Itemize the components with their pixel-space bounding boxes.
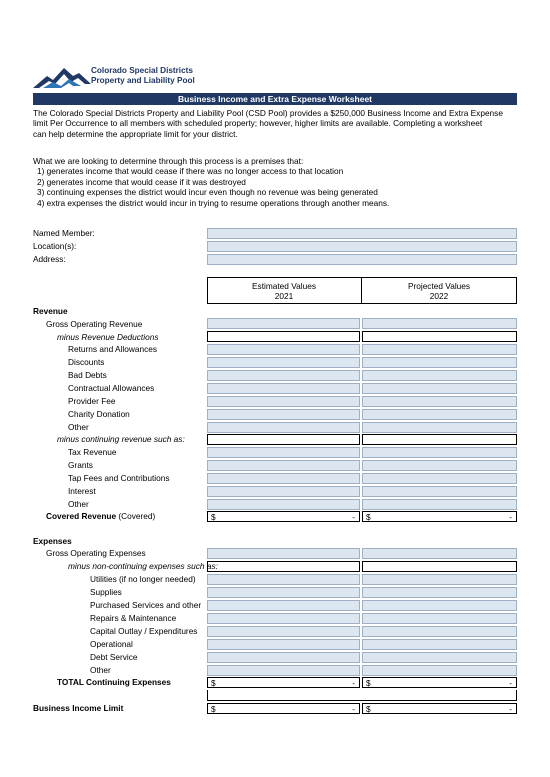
covered-revenue-title: Covered Revenue (46, 511, 117, 521)
gross-operating-revenue-estimated[interactable] (207, 318, 360, 329)
deduction-estimated[interactable] (207, 344, 360, 355)
gross-operating-expenses-estimated[interactable] (207, 548, 360, 559)
deduction-projected[interactable] (362, 344, 517, 355)
expense-estimated[interactable] (207, 626, 360, 637)
determine-item: 2) generates income that would cease if it was destroyed (37, 176, 246, 187)
deduction-label: Contractual Allowances (68, 383, 155, 393)
projected-values-header (361, 281, 517, 301)
deduction-label: Provider Fee (68, 396, 116, 406)
noncontinuing-spacer-estimated (207, 561, 360, 572)
continuing-revenue-estimated[interactable] (207, 447, 360, 458)
continuing-revenue-estimated[interactable] (207, 460, 360, 471)
mountain-logo-icon (33, 64, 95, 90)
deduction-label: Returns and Allowances (68, 344, 158, 354)
gross-operating-revenue-projected[interactable] (362, 318, 517, 329)
continuing-spacer-estimated (207, 434, 360, 445)
business-income-limit-label: Business Income Limit (33, 703, 124, 713)
currency-symbol: $ (366, 678, 371, 688)
currency-dash: - (352, 678, 355, 688)
noncontinuing-spacer-projected (362, 561, 517, 572)
covered-revenue-suffix: (Covered) (116, 511, 156, 521)
minus-continuing-revenue-label: minus continuing revenue such as: (57, 434, 185, 444)
projected-values-year: 2022 (429, 291, 449, 301)
determine-section (33, 156, 519, 208)
intro-line-3: can help determine the appropriate limit for your district. (33, 128, 238, 139)
expense-projected[interactable] (362, 587, 517, 598)
named-member-field[interactable] (207, 228, 517, 239)
logo-line-2: Property and Liability Pool (91, 76, 195, 85)
expense-estimated[interactable] (207, 600, 360, 611)
currency-symbol: $ (211, 512, 216, 522)
projected-values-title: Projected Values (407, 281, 471, 291)
deduction-estimated[interactable] (207, 422, 360, 433)
deduction-estimated[interactable] (207, 383, 360, 394)
estimated-values-title: Estimated Values (252, 281, 316, 291)
continuing-revenue-label: Interest (68, 486, 96, 496)
deduction-label: Discounts (68, 357, 105, 367)
continuing-revenue-projected[interactable] (362, 473, 517, 484)
continuing-revenue-estimated[interactable] (207, 486, 360, 497)
expense-projected[interactable] (362, 613, 517, 624)
expense-projected[interactable] (362, 600, 517, 611)
deduction-label: Bad Debts (68, 370, 107, 380)
expense-estimated[interactable] (207, 665, 360, 676)
expense-estimated[interactable] (207, 613, 360, 624)
address-field[interactable] (207, 254, 517, 265)
expense-estimated[interactable] (207, 652, 360, 663)
expense-projected[interactable] (362, 574, 517, 585)
deduction-label: Other (68, 422, 89, 432)
expense-label: Utilities (if no longer needed) (90, 574, 196, 584)
intro-line-2: limit Per Occurrence to all members with scheduled property; however, higher limits are available. Completing a worksheet (33, 118, 483, 129)
continuing-revenue-projected[interactable] (362, 486, 517, 497)
locations-field[interactable] (207, 241, 517, 252)
determine-item: 3) continuing expenses the district would incur even though no revenue was being generated (37, 187, 378, 198)
expense-label: Capital Outlay / Expenditures (90, 626, 198, 636)
minus-revenue-deductions-label: minus Revenue Deductions (57, 332, 159, 342)
currency-symbol: $ (366, 704, 371, 714)
currency-dash: - (509, 704, 512, 714)
expense-estimated[interactable] (207, 587, 360, 598)
address-label: Address: (33, 254, 66, 264)
currency-symbol: $ (211, 704, 216, 714)
total-expenses-projected (362, 677, 517, 688)
deduction-estimated[interactable] (207, 370, 360, 381)
deduction-projected[interactable] (362, 396, 517, 407)
estimated-values-header (207, 281, 361, 301)
covered-revenue-estimated (207, 511, 360, 522)
continuing-revenue-label: Tax Revenue (68, 447, 117, 457)
intro-paragraph (33, 108, 519, 139)
named-member-label: Named Member: (33, 228, 95, 238)
expense-projected[interactable] (362, 665, 517, 676)
revenue-heading: Revenue (33, 306, 68, 316)
continuing-revenue-projected[interactable] (362, 460, 517, 471)
expense-projected[interactable] (362, 626, 517, 637)
continuing-revenue-estimated[interactable] (207, 499, 360, 510)
deduction-projected[interactable] (362, 422, 517, 433)
minus-noncontinuing-label: minus non-continuing expenses such as: (68, 561, 218, 571)
gross-operating-revenue-label: Gross Operating Revenue (46, 319, 143, 329)
estimated-values-year: 2021 (274, 291, 294, 301)
deduction-projected[interactable] (362, 409, 517, 420)
continuing-revenue-projected[interactable] (362, 499, 517, 510)
determine-item: 4) extra expenses the district would incur in trying to resume operations through another means. (37, 197, 390, 208)
expense-projected[interactable] (362, 652, 517, 663)
deduction-projected[interactable] (362, 357, 517, 368)
currency-symbol: $ (211, 678, 216, 688)
determine-item: 1) generates income that would cease if there was no longer access to that location (37, 166, 344, 177)
gross-operating-expenses-projected[interactable] (362, 548, 517, 559)
expense-label: Supplies (90, 587, 122, 597)
business-income-limit-estimated (207, 703, 360, 714)
expense-label: Operational (90, 639, 133, 649)
deduction-estimated[interactable] (207, 396, 360, 407)
currency-dash: - (352, 704, 355, 714)
expense-label: Other (90, 665, 111, 675)
total-continuing-expenses-label: TOTAL Continuing Expenses (57, 677, 171, 687)
covered-revenue-label (46, 510, 155, 522)
expenses-heading: Expenses (33, 536, 72, 546)
expense-estimated[interactable] (207, 574, 360, 585)
continuing-revenue-projected[interactable] (362, 447, 517, 458)
logo-line-1: Colorado Special Districts (91, 66, 193, 75)
expense-label: Repairs & Maintenance (90, 613, 177, 623)
deduction-projected[interactable] (362, 370, 517, 381)
deduction-estimated[interactable] (207, 357, 360, 368)
deduction-estimated[interactable] (207, 409, 360, 420)
intro-line-1: The Colorado Special Districts Property and Liability Pool (CSD Pool) provides a $250,000 Business Income and Extra Expense (33, 108, 503, 118)
continuing-revenue-estimated[interactable] (207, 473, 360, 484)
determine-heading: What we are looking to determine through this process is a premises that: (33, 156, 304, 166)
logo (33, 64, 193, 90)
gross-operating-expenses-label: Gross Operating Expenses (46, 548, 146, 558)
currency-symbol: $ (366, 512, 371, 522)
currency-dash: - (509, 678, 512, 688)
covered-revenue-projected (362, 511, 517, 522)
deduction-projected[interactable] (362, 383, 517, 394)
deductions-spacer-estimated (207, 331, 360, 342)
worksheet-title: Business Income and Extra Expense Worksheet (33, 93, 517, 105)
continuing-revenue-label: Other (68, 499, 89, 509)
deduction-label: Charity Donation (68, 409, 130, 419)
expense-label: Debt Service (90, 652, 138, 662)
total-expenses-estimated (207, 677, 360, 688)
currency-dash: - (352, 512, 355, 522)
total-spacer (207, 690, 517, 701)
locations-label: Location(s): (33, 241, 77, 251)
expense-projected[interactable] (362, 639, 517, 650)
continuing-revenue-label: Tap Fees and Contributions (68, 473, 170, 483)
continuing-spacer-projected (362, 434, 517, 445)
expense-estimated[interactable] (207, 639, 360, 650)
expense-label: Purchased Services and other (90, 600, 202, 610)
currency-dash: - (509, 512, 512, 522)
deductions-spacer-projected (362, 331, 517, 342)
business-income-limit-projected (362, 703, 517, 714)
continuing-revenue-label: Grants (68, 460, 93, 470)
